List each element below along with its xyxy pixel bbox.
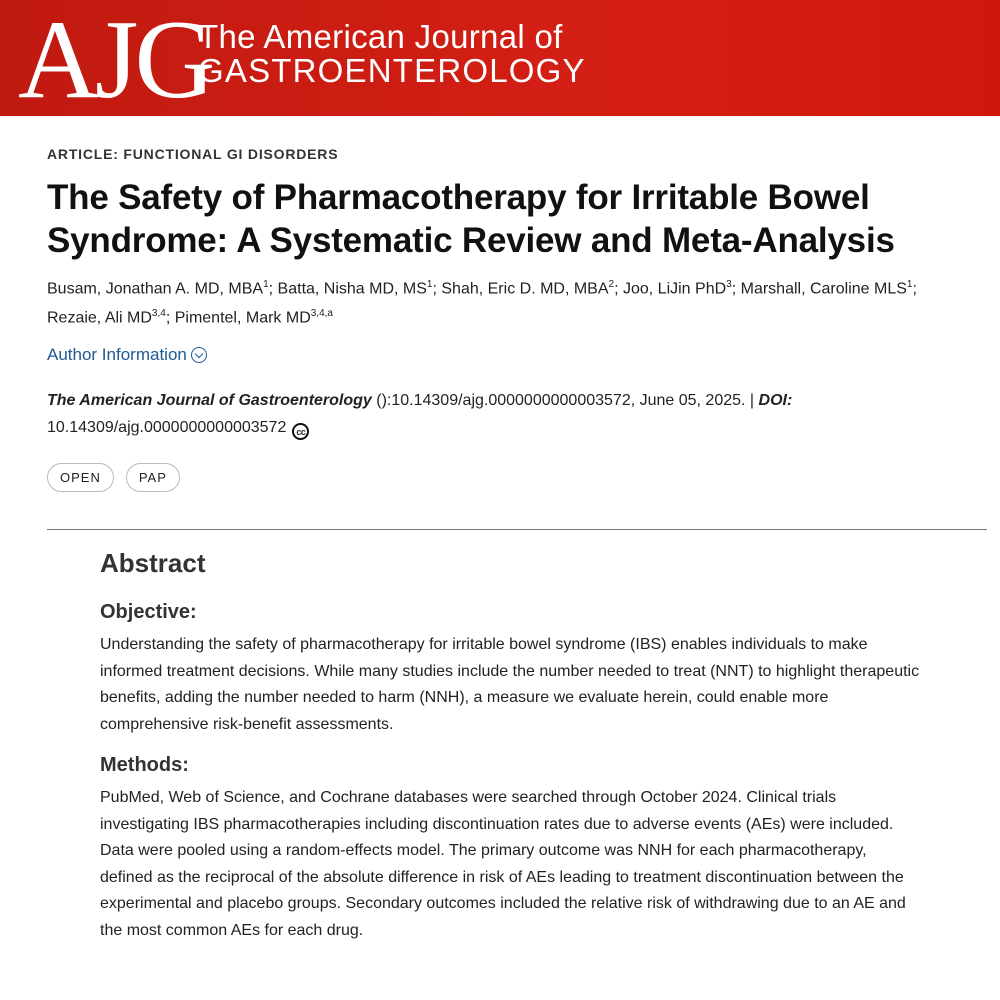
cc-icon[interactable]: cc [292,423,309,440]
journal-header [0,0,1000,122]
open-access-badge: OPEN [47,463,114,492]
author-name[interactable]: Batta, Nisha MD, MS [277,280,427,298]
citation [47,387,947,441]
article-category: ARTICLE: FUNCTIONAL GI DISORDERS [47,146,339,162]
author-affiliation: 1 [426,279,433,290]
author-affiliation: 3,4 [151,308,166,320]
badge-group [47,463,987,492]
chevron-down-icon [191,347,207,363]
journal-name-line1: The American Journal of [198,18,563,55]
author-name[interactable]: Joo, LiJin PhD [622,280,727,298]
abstract-heading: Abstract [100,548,206,578]
abstract-section [100,548,920,960]
author-information-toggle[interactable] [47,345,207,365]
methods-heading: Methods: [100,754,189,776]
journal-name-line2: GASTROENTEROLOGY [198,52,586,89]
author-name[interactable]: Marshall, Caroline MLS [740,280,907,298]
author-name[interactable]: Rezaie, Ali MD [47,309,152,327]
journal-logo[interactable]: AJG [18,0,212,122]
objective-heading: Objective: [100,601,197,623]
author-affiliation: 3 [726,279,732,290]
article-header [47,146,987,492]
author-information-label: Author Information [47,344,187,364]
journal-name[interactable] [198,20,586,88]
pap-badge: PAP [126,463,180,492]
author-list: Busam, Jonathan A. MD, MBA$^1$; Batta, Nisha MD, $MS^1$; Shah, Eric D. MD, MBA$^2$; Joo, LiJin PhD$^3$; Marshall, Caroline MLS$^1$; Rezaie, Ali MD$^{3,4}$; Pimentel, Mark MD$^{3,4,a}$ [47,279,917,327]
author-name[interactable]: Pimentel, Mark MD [174,309,311,327]
author-affiliation: 1 [263,279,269,290]
citation-journal: The American Journal of Gastroenterology [47,391,372,409]
author-affiliation: 2 [608,279,615,290]
methods-text: PubMed, Web of Science, and Cochrane databases were searched through October 2024. Clinical trials investigating IBS pharmacotherapies including discontinuation rates due to adverse events (AEs) were included. Data were pooled using a random-effects model. The primary outcome was NNH for each pharmacotherapy, defined as the reciprocal of the absolute difference in risk of AEs leading to treatment discontinuation between the experimental and placebo groups. Secondary outcomes included the relative risk of withdrawing due to an AE and the most common AEs for each drug. [100,789,906,939]
author-affiliation: 3,4,a [310,308,333,320]
section-divider [47,529,987,530]
citation-details: ():10.14309/ajg.0000000000003572, June 05, 2025. | [371,391,759,409]
doi-value[interactable]: 10.14309/ajg.0000000000003572 [47,418,287,436]
author-name[interactable]: Busam, Jonathan A. MD, MBA [47,280,264,298]
author-affiliation: 1 [906,279,913,290]
article-title: The Safety of Pharmacotherapy for Irritable Bowel Syndrome: A Systematic Review and Meta-Analysis [47,178,895,260]
objective-text: Understanding the safety of pharmacotherapy for irritable bowel syndrome (IBS) enables individuals to make informed treatment decisions. While many studies include the number needed to treat (NNT) to highlight therapeutic benefits, adding the number needed to harm (NNH), a measure we evaluate herein, could enable more comprehensive risk-benefit assessments. [100,636,920,733]
doi-label: DOI: [758,391,793,409]
author-name[interactable]: Shah, Eric D. MD, MBA [441,280,609,298]
